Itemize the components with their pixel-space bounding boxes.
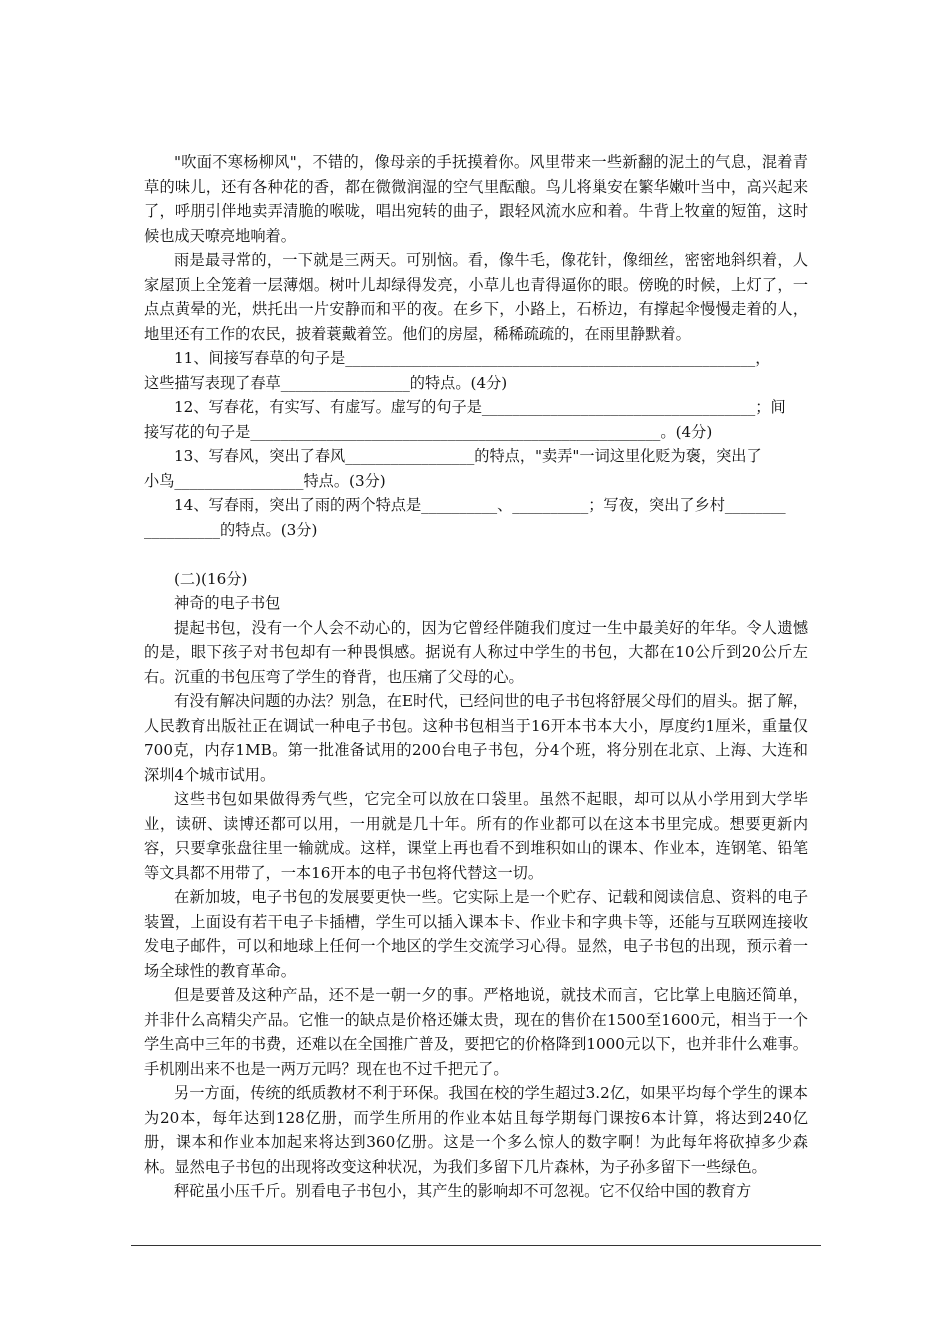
article-paragraph: 但是要普及这种产品，还不是一朝一夕的事。严格地说，就技术而言，它比掌上电脑还简单，并非什么高精尖产品。它惟一的缺点是价格还嫌太贵，现在的售价在1500至1600元，相当于一个学生高中三年的书费，还难以在全国推广普及，要把它的价格降到1000元以下，也并非什么难事。手机刚出来不也是一两万元吗？现在也不过千把元了。 <box>144 986 808 1078</box>
page-content <box>144 150 808 1204</box>
article-paragraph: 在新加坡，电子书包的发展要更快一些。它实际上是一个贮存、记载和阅读信息、资料的电子装置，上面设有若干电子卡插槽，学生可以插入课本卡、作业卡和字典卡等，还能与互联网连接收发电子邮件，可以和地球上任何一个地区的学生交流学习心得。显然，电子书包的出现，预示着一场全球性的教育革命。 <box>144 888 808 980</box>
question-14-line-1: 14、写春雨，突出了雨的两个特点是__________、__________；写夜，突出了乡村________ <box>174 496 786 514</box>
article-paragraph: 提起书包，没有一个人会不动心的，因为它曾经伴随我们度过一生中最美好的年华。令人遗憾的是，眼下孩子对书包却有一种畏惧感。据说有人称过中学生的书包，大都在10公斤到20公斤左右。沉重的书包压弯了学生的脊背，也压痛了父母的心。 <box>144 618 808 686</box>
passage-paragraph-rain: 雨是最寻常的，一下就是三两天。可别恼。看，像牛毛，像花针，像细丝，密密地斜织着，人家屋顶上全笼着一层薄烟。树叶儿却绿得发亮，小草儿也青得逼你的眼。傍晚的时候，上灯了，一点点黄晕的光，烘托出一片安静而和平的夜。在乡下，小路上，石桥边，有撑起伞慢慢走着的人，地里还有工作的农民，披着蓑戴着笠。他们的房屋，稀稀疏疏的，在雨里静默着。 <box>144 251 808 343</box>
passage-paragraph-wind: "吹面不寒杨柳风"，不错的，像母亲的手抚摸着你。风里带来一些新翻的泥土的气息，混着青草的味儿，还有各种花的香，都在微微润湿的空气里酝酿。鸟儿将巢安在繁华嫩叶当中，高兴起来了，呼朋引伴地卖弄清脆的喉咙，唱出宛转的曲子，跟轻风流水应和着。牛背上牧童的短笛，这时候也成天嘹亮地响着。 <box>144 153 808 245</box>
question-11-line-2: 这些描写表现了春草_________________的特点。(4分) <box>144 373 508 392</box>
question-11-line-1: 11、间接写春草的句子是______________________________________________________， <box>174 349 771 367</box>
question-14-line-2: __________的特点。(3分) <box>144 520 318 539</box>
section-spacer <box>144 542 808 567</box>
article-paragraph: 另一方面，传统的纸质教材不利于环保。我国在校的学生超过3.2亿，如果平均每个学生的课本为20本，每年达到128亿册，而学生所用的作业本姑且每学期每门课按6本计算，将达到240亿册，课本和作业本加起来将达到360亿册。这是一个多么惊人的数字啊！为此每年将砍掉多少森林。显然电子书包的出现将改变这种状况，为我们多留下几片森林，为子孙多留下一些绿色。 <box>144 1084 808 1176</box>
question-13-line-1: 13、写春风，突出了春风_________________的特点，"卖弄"一词这里化贬为褒，突出了 <box>174 447 762 465</box>
article-paragraph: 有没有解决问题的办法？别急，在E时代，已经问世的电子书包将舒展父母们的眉头。据了解，人民教育出版社正在调试一种电子书包。这种书包相当于16开本书本大小，厚度约1厘米，重量仅700克，内存1MB。第一批准备试用的200台电子书包，分4个班，将分别在北京、上海、大连和深圳4个城市试用。 <box>144 692 808 784</box>
question-12-line-1: 12、写春花，有实写、有虚写。虚写的句子是____________________________________；间 <box>174 398 786 416</box>
article-paragraph-truncated: 秤砣虽小压千斤。别看电子书包小，其产生的影响却不可忽视。它不仅给中国的教育方 <box>174 1182 752 1200</box>
article-paragraph: 这些书包如果做得秀气些，它完全可以放在口袋里。虽然不起眼，却可以从小学用到大学毕业，读研、读博还都可以用，一用就是几十年。所有的作业都可以在这本书里完成。想要更新内容，只要拿张盘往里一输就成。这样，课堂上再也看不到堆积如山的课本、作业本，连钢笔、铅笔等文具都不用带了，一本16开本的电子书包将代替这一切。 <box>144 790 808 882</box>
footer-divider <box>131 1245 821 1246</box>
section-2-heading: (二)(16分) <box>174 569 248 588</box>
article-title: 神奇的电子书包 <box>174 594 281 612</box>
question-12-line-2: 接写花的句子是______________________________________________________。(4分) <box>144 422 713 441</box>
question-13-line-2: 小鸟_________________特点。(3分) <box>144 471 386 490</box>
